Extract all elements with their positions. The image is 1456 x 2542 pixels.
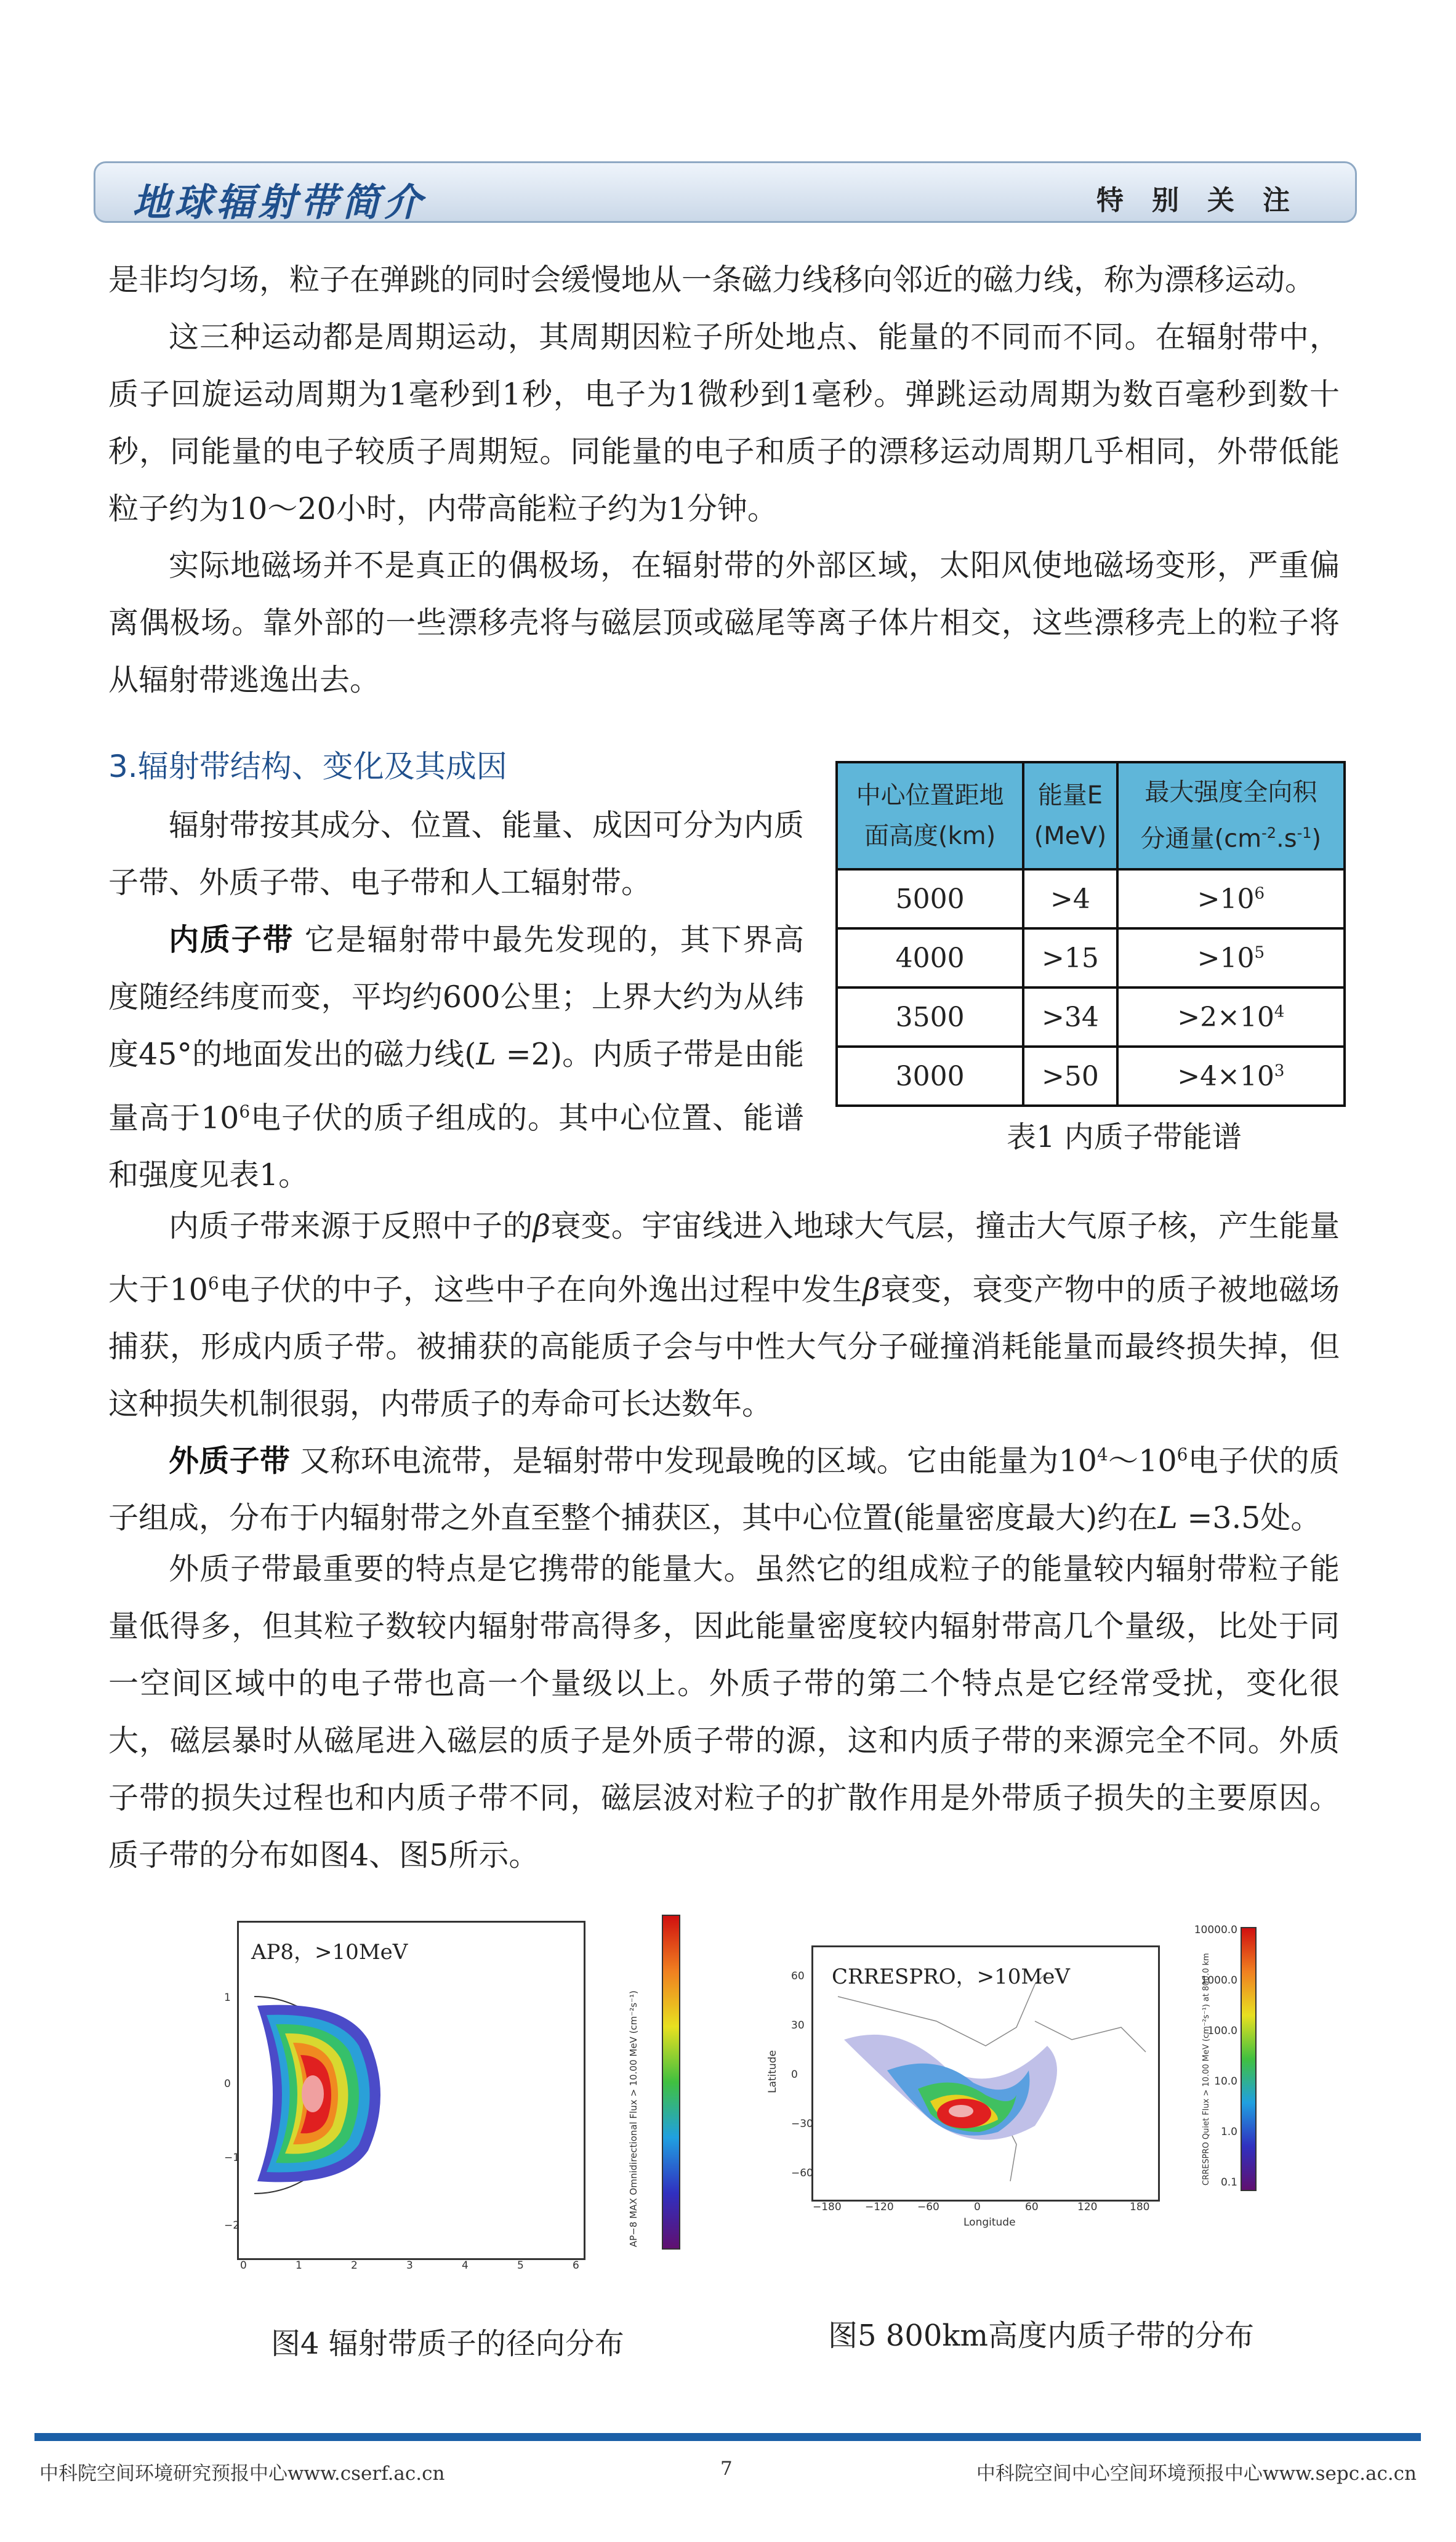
p6-text-a: 内质子带来源于反照中子的 xyxy=(169,1209,533,1244)
paragraph-8: 外质子带最重要的特点是它携带的能量大。虽然它的组成粒子的能量较内辐射带粒子能量低得多，但其粒子数较内辐射带高得多，因此能量密度较内辐射带高几个量级，比处于同一空间区域中的电子带也高一个量级以上。外质子带的第二个特点是它经常受扰，变化很大，磁层暴时从磁尾进入磁层的质子是外质子带的源，这和内质子带的来源完全不同。外质子带的损失过程也和内质子带不同，磁层波对粒子的扩散作用是外带质子损失的主要原因。质子带的分布如图4、图5所示。 xyxy=(108,1551,1340,1873)
flux-exp: 5 xyxy=(1254,943,1265,962)
flux-exp: 4 xyxy=(1274,1002,1285,1021)
page-number: 7 xyxy=(720,2458,733,2480)
table-row xyxy=(837,987,1345,1047)
figure-5-xlabel: Longitude xyxy=(963,2216,1016,2229)
figure-5-x-ticks xyxy=(813,2201,1157,2216)
cell-alt: 5000 xyxy=(837,869,1023,928)
th-alt-2: 面高度(km) xyxy=(864,822,996,850)
p6-text-b: 衰变。宇宙线进入地球大气层，撞击大气原子核，产生能量大于10 xyxy=(108,1209,1340,1308)
fig4-xtick: 1 xyxy=(296,2259,302,2272)
fig5-cbar-tick: 10000.0 xyxy=(1194,1924,1237,1936)
fig4-xtick: 5 xyxy=(517,2259,524,2272)
footer-right: 中科院空间中心空间环境预报中心www.sepc.ac.cn xyxy=(976,2463,1417,2485)
energy-spectrum-table xyxy=(835,761,1346,1107)
cell-alt: 3000 xyxy=(837,1047,1023,1106)
paragraph-5 xyxy=(108,911,804,1204)
th-fl-sup2: -1 xyxy=(1297,824,1312,842)
table-row xyxy=(837,869,1345,928)
flux-exp: 6 xyxy=(1254,883,1265,903)
table-header-energy xyxy=(1023,762,1117,869)
cell-alt: 3500 xyxy=(837,987,1023,1047)
figure-5-label: CRRESPRO，>10MeV xyxy=(832,1965,1070,1989)
fig5-ytick: 30 xyxy=(791,2019,805,2032)
p6-text-d: 衰变，衰变产物中的质子被地磁场捕获，形成内质子带。被捕获的高能质子会与中性大气分子碰撞消耗能量而最终损失掉，但这种损失机制很弱，内带质子的寿命可长达数年。 xyxy=(108,1272,1340,1422)
paragraph-7 xyxy=(108,1426,1340,1547)
table-row xyxy=(837,928,1345,987)
figure-5-colorbar xyxy=(1241,1927,1257,2191)
header-title: 地球辐射带简介 xyxy=(132,180,426,225)
cell-flux xyxy=(1117,987,1345,1047)
figure-5-colorbar-label: CRRESPRO Quiet Flux > 10.00 MeV (cm⁻²s⁻¹) at 800.0 km xyxy=(1202,1953,1211,2186)
p5-L: L xyxy=(476,1037,496,1072)
cell-alt: 4000 xyxy=(837,928,1023,987)
figure-4-colorbar-label: AP−8 MAX Omnidirectional Flux > 10.00 MeV (cm⁻²s⁻¹) xyxy=(628,1990,639,2247)
term-inner-proton-belt: 内质子带 xyxy=(169,922,294,957)
table-header-row xyxy=(837,762,1345,869)
paragraph-4: 辐射带按其成分、位置、能量、成因可分为内质子带、外质子带、电子带和人工辐射带。 xyxy=(108,808,804,900)
fig5-cbar-tick: 1000.0 xyxy=(1201,1974,1237,1987)
fig5-ytick: −30 xyxy=(791,2118,813,2130)
fig4-xtick: 0 xyxy=(240,2259,247,2272)
fig5-ytick: 0 xyxy=(791,2069,798,2081)
p5-text-a: 它是辐射带中最先发现的，其下界高度随经纬度而变，平均约600公里；上界大约为从纬度45°的地面发出的磁力线( xyxy=(108,922,804,1072)
p7-sup2: 6 xyxy=(1176,1444,1188,1465)
table-header-altitude xyxy=(837,762,1023,869)
th-fl-2: 分通量(cm xyxy=(1140,824,1262,853)
cell-energy: >34 xyxy=(1023,987,1117,1047)
header-bar xyxy=(94,161,1357,223)
th-alt-1: 中心位置距地 xyxy=(856,781,1004,810)
figure-4-caption: 图4 辐射带质子的径向分布 xyxy=(271,2327,624,2361)
th-en-1: 能量E xyxy=(1037,781,1103,810)
fig4-xtick: 4 xyxy=(462,2259,469,2272)
cell-energy: >15 xyxy=(1023,928,1117,987)
figure-4-label: AP8，>10MeV xyxy=(251,1940,408,1965)
figure-5-caption: 图5 800km高度内质子带的分布 xyxy=(828,2319,1255,2353)
cell-flux xyxy=(1117,1047,1345,1106)
figure-4-y-ticks xyxy=(224,1992,240,2250)
fig5-cbar-tick: 10.0 xyxy=(1214,2075,1237,2088)
p7-text-b: ～10 xyxy=(1108,1443,1177,1479)
cell-energy: >4 xyxy=(1023,869,1117,928)
fig5-ytick: 60 xyxy=(791,1970,805,1982)
footer-divider xyxy=(34,2433,1421,2441)
fig5-xtick: 180 xyxy=(1130,2201,1150,2213)
figure-5-ylabel: Latitude xyxy=(766,2050,779,2093)
figure-4-colorbar xyxy=(662,1915,680,2250)
p5-text-c: 电子伏的质子组成的。其中心位置、能谱和强度见表1。 xyxy=(108,1100,804,1193)
p7-L: L xyxy=(1157,1500,1178,1536)
th-fl-1: 最大强度全向积 xyxy=(1144,778,1317,807)
flux-base: >4×10 xyxy=(1177,1060,1274,1092)
p5-text-b: =2)。内质子带是由能量高于10 xyxy=(108,1037,804,1136)
fig5-cbar-tick: 0.1 xyxy=(1220,2176,1237,2189)
fig4-xtick: 3 xyxy=(406,2259,413,2272)
table-row xyxy=(837,1047,1345,1106)
p7-sup1: 4 xyxy=(1096,1444,1108,1465)
fig5-xtick: −180 xyxy=(813,2201,842,2213)
fig5-cbar-tick: 100.0 xyxy=(1207,2025,1237,2037)
paragraph-6 xyxy=(108,1197,1340,1433)
flux-exp: 3 xyxy=(1274,1061,1285,1080)
paragraph-1: 是非均匀场，粒子在弹跳的同时会缓慢地从一条磁力线移向邻近的磁力线，称为漂移运动。 xyxy=(108,262,1316,297)
fig4-ytick: −1 xyxy=(224,2152,240,2164)
th-en-2: (MeV) xyxy=(1034,822,1107,850)
header-tag: 特别关注 xyxy=(1096,185,1318,216)
th-fl-sup1: -2 xyxy=(1261,824,1277,842)
paragraph-2: 这三种运动都是周期运动，其周期因粒子所处地点、能量的不同而不同。在辐射带中，质子回旋运动周期为1毫秒到1秒，电子为1微秒到1毫秒。弹跳运动周期为数百毫秒到数十秒，同能量的电子较质子周期短。同能量的电子和质子的漂移运动周期几乎相同，外带低能粒子约为10～20小时，内带高能粒子约为1分钟。 xyxy=(108,320,1340,526)
p7-text-c: 电子伏的质子组成，分布于内辐射带之外直至整个捕获区，其中心位置(能量密度最大)约在 xyxy=(108,1443,1340,1536)
figure-4-x-ticks xyxy=(240,2259,585,2274)
cell-flux xyxy=(1117,928,1345,987)
p6-sup: 6 xyxy=(207,1273,219,1293)
th-fl-3: .s xyxy=(1276,824,1297,853)
table-header-flux xyxy=(1117,762,1345,869)
p5-sup: 6 xyxy=(239,1101,251,1122)
section-title: 3.辐射带结构、变化及其成因 xyxy=(108,749,507,784)
fig5-xtick: −120 xyxy=(865,2201,894,2213)
fig4-ytick: 0 xyxy=(224,2078,231,2090)
th-fl-4: ) xyxy=(1311,824,1322,853)
p7-text-d: =3.5处。 xyxy=(1177,1500,1321,1536)
fig4-ytick: −2 xyxy=(224,2219,240,2232)
fig5-ytick: −60 xyxy=(791,2167,813,2179)
paragraph-3: 实际地磁场并不是真正的偶极场，在辐射带的外部区域，太阳风使地磁场变形，严重偏离偶极场。靠外部的一些漂移壳将与磁层顶或磁尾等离子体片相交，这些漂移壳上的粒子将从辐射带逃逸出去。 xyxy=(108,548,1340,698)
cell-flux xyxy=(1117,869,1345,928)
figure-4-image xyxy=(239,1923,584,2258)
p6-beta: β xyxy=(533,1209,551,1244)
figure-4-plot xyxy=(237,1921,585,2260)
fig4-xtick: 6 xyxy=(573,2259,579,2272)
term-outer-proton-belt: 外质子带 xyxy=(169,1443,291,1479)
p6-text-c: 电子伏的中子，这些中子在向外逸出过程中发生 xyxy=(219,1272,863,1308)
p6-beta2: β xyxy=(863,1272,880,1308)
figure-5-y-ticks xyxy=(791,1970,813,2192)
fig5-xtick: 120 xyxy=(1077,2201,1098,2213)
figure-5-plot xyxy=(811,1945,1160,2202)
cell-energy: >50 xyxy=(1023,1047,1117,1106)
table-caption: 表1 内质子带能谱 xyxy=(1007,1120,1242,1154)
flux-base: >2×10 xyxy=(1177,1001,1274,1033)
flux-base: >10 xyxy=(1197,883,1255,915)
fig4-xtick: 2 xyxy=(351,2259,358,2272)
fig5-cbar-tick: 1.0 xyxy=(1220,2126,1237,2138)
fig4-ytick: 1 xyxy=(224,1992,231,2004)
figure-5-colorbar-ticks xyxy=(1194,1924,1237,2195)
fig5-xtick: −60 xyxy=(917,2201,939,2213)
fig5-xtick: 60 xyxy=(1025,2201,1039,2213)
fig5-xtick: 0 xyxy=(974,2201,981,2213)
footer-left: 中科院空间环境研究预报中心www.cserf.ac.cn xyxy=(39,2463,445,2485)
p7-text-a: 又称环电流带，是辐射带中发现最晚的区域。它由能量为10 xyxy=(290,1443,1097,1479)
flux-base: >10 xyxy=(1197,942,1255,974)
